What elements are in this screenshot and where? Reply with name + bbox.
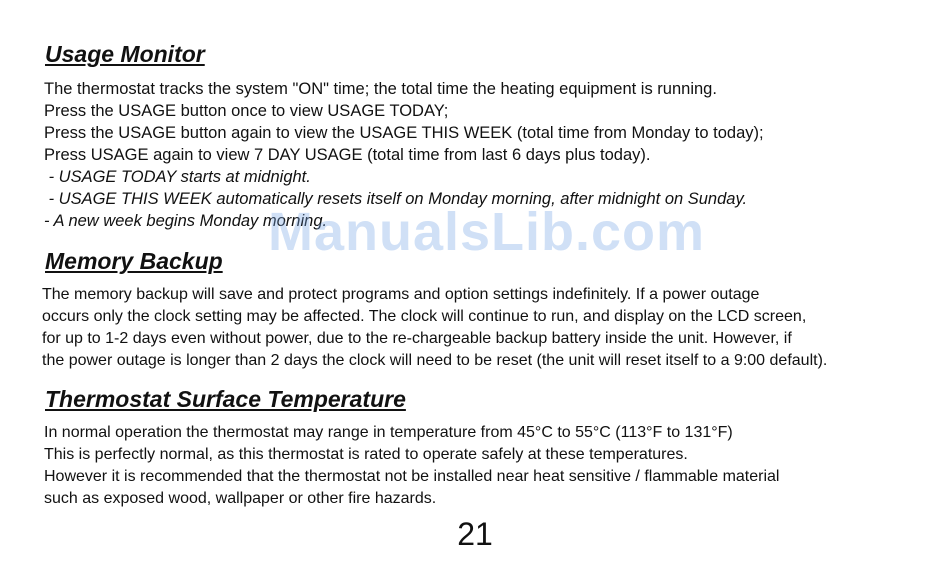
memory-backup-heading: Memory Backup bbox=[45, 248, 223, 274]
usage-monitor-text bbox=[44, 78, 764, 232]
usage-monitor-line: Press the USAGE button once to view USAGE TODAY; bbox=[44, 102, 449, 120]
usage-monitor-note: - USAGE THIS WEEK automatically resets itself on Monday morning, after midnight on Sunday. bbox=[44, 190, 748, 208]
surface-temperature-line: In normal operation the thermostat may range in temperature from 45°C to 55°C (113°F to 131°F) bbox=[44, 424, 733, 441]
page-number: 21 bbox=[457, 516, 493, 552]
surface-temperature-line: However it is recommended that the thermostat not be installed near heat sensitive / flammable material bbox=[44, 468, 780, 485]
usage-monitor-heading: Usage Monitor bbox=[45, 41, 205, 67]
usage-monitor-note: - USAGE TODAY starts at midnight. bbox=[44, 168, 311, 186]
surface-temperature-heading: Thermostat Surface Temperature bbox=[45, 386, 406, 412]
memory-backup-line: for up to 1-2 days even without power, due to the re-chargeable backup battery inside the unit. However, if bbox=[42, 330, 792, 347]
memory-backup-text bbox=[42, 284, 827, 372]
usage-monitor-line: Press USAGE again to view 7 DAY USAGE (total time from last 6 days plus today). bbox=[44, 146, 651, 164]
watermark: ManualsLib.com bbox=[268, 202, 706, 262]
usage-monitor-line: Press the USAGE button again to view the USAGE THIS WEEK (total time from Monday to today); bbox=[44, 124, 764, 142]
usage-monitor-line: The thermostat tracks the system "ON" time; the total time the heating equipment is running. bbox=[44, 80, 717, 98]
surface-temperature-text bbox=[44, 422, 779, 510]
surface-temperature-line: This is perfectly normal, as this thermostat is rated to operate safely at these temperatures. bbox=[44, 446, 688, 463]
usage-monitor-note: - A new week begins Monday morning. bbox=[44, 212, 328, 230]
memory-backup-line: The memory backup will save and protect programs and option settings indefinitely. If a power outage bbox=[42, 286, 760, 303]
surface-temperature-line: such as exposed wood, wallpaper or other fire hazards. bbox=[44, 490, 437, 507]
memory-backup-line: the power outage is longer than 2 days the clock will need to be reset (the unit will reset itself to a 9:00 default). bbox=[42, 352, 828, 369]
memory-backup-line: occurs only the clock setting may be affected. The clock will continue to run, and display on the LCD screen, bbox=[42, 308, 807, 325]
